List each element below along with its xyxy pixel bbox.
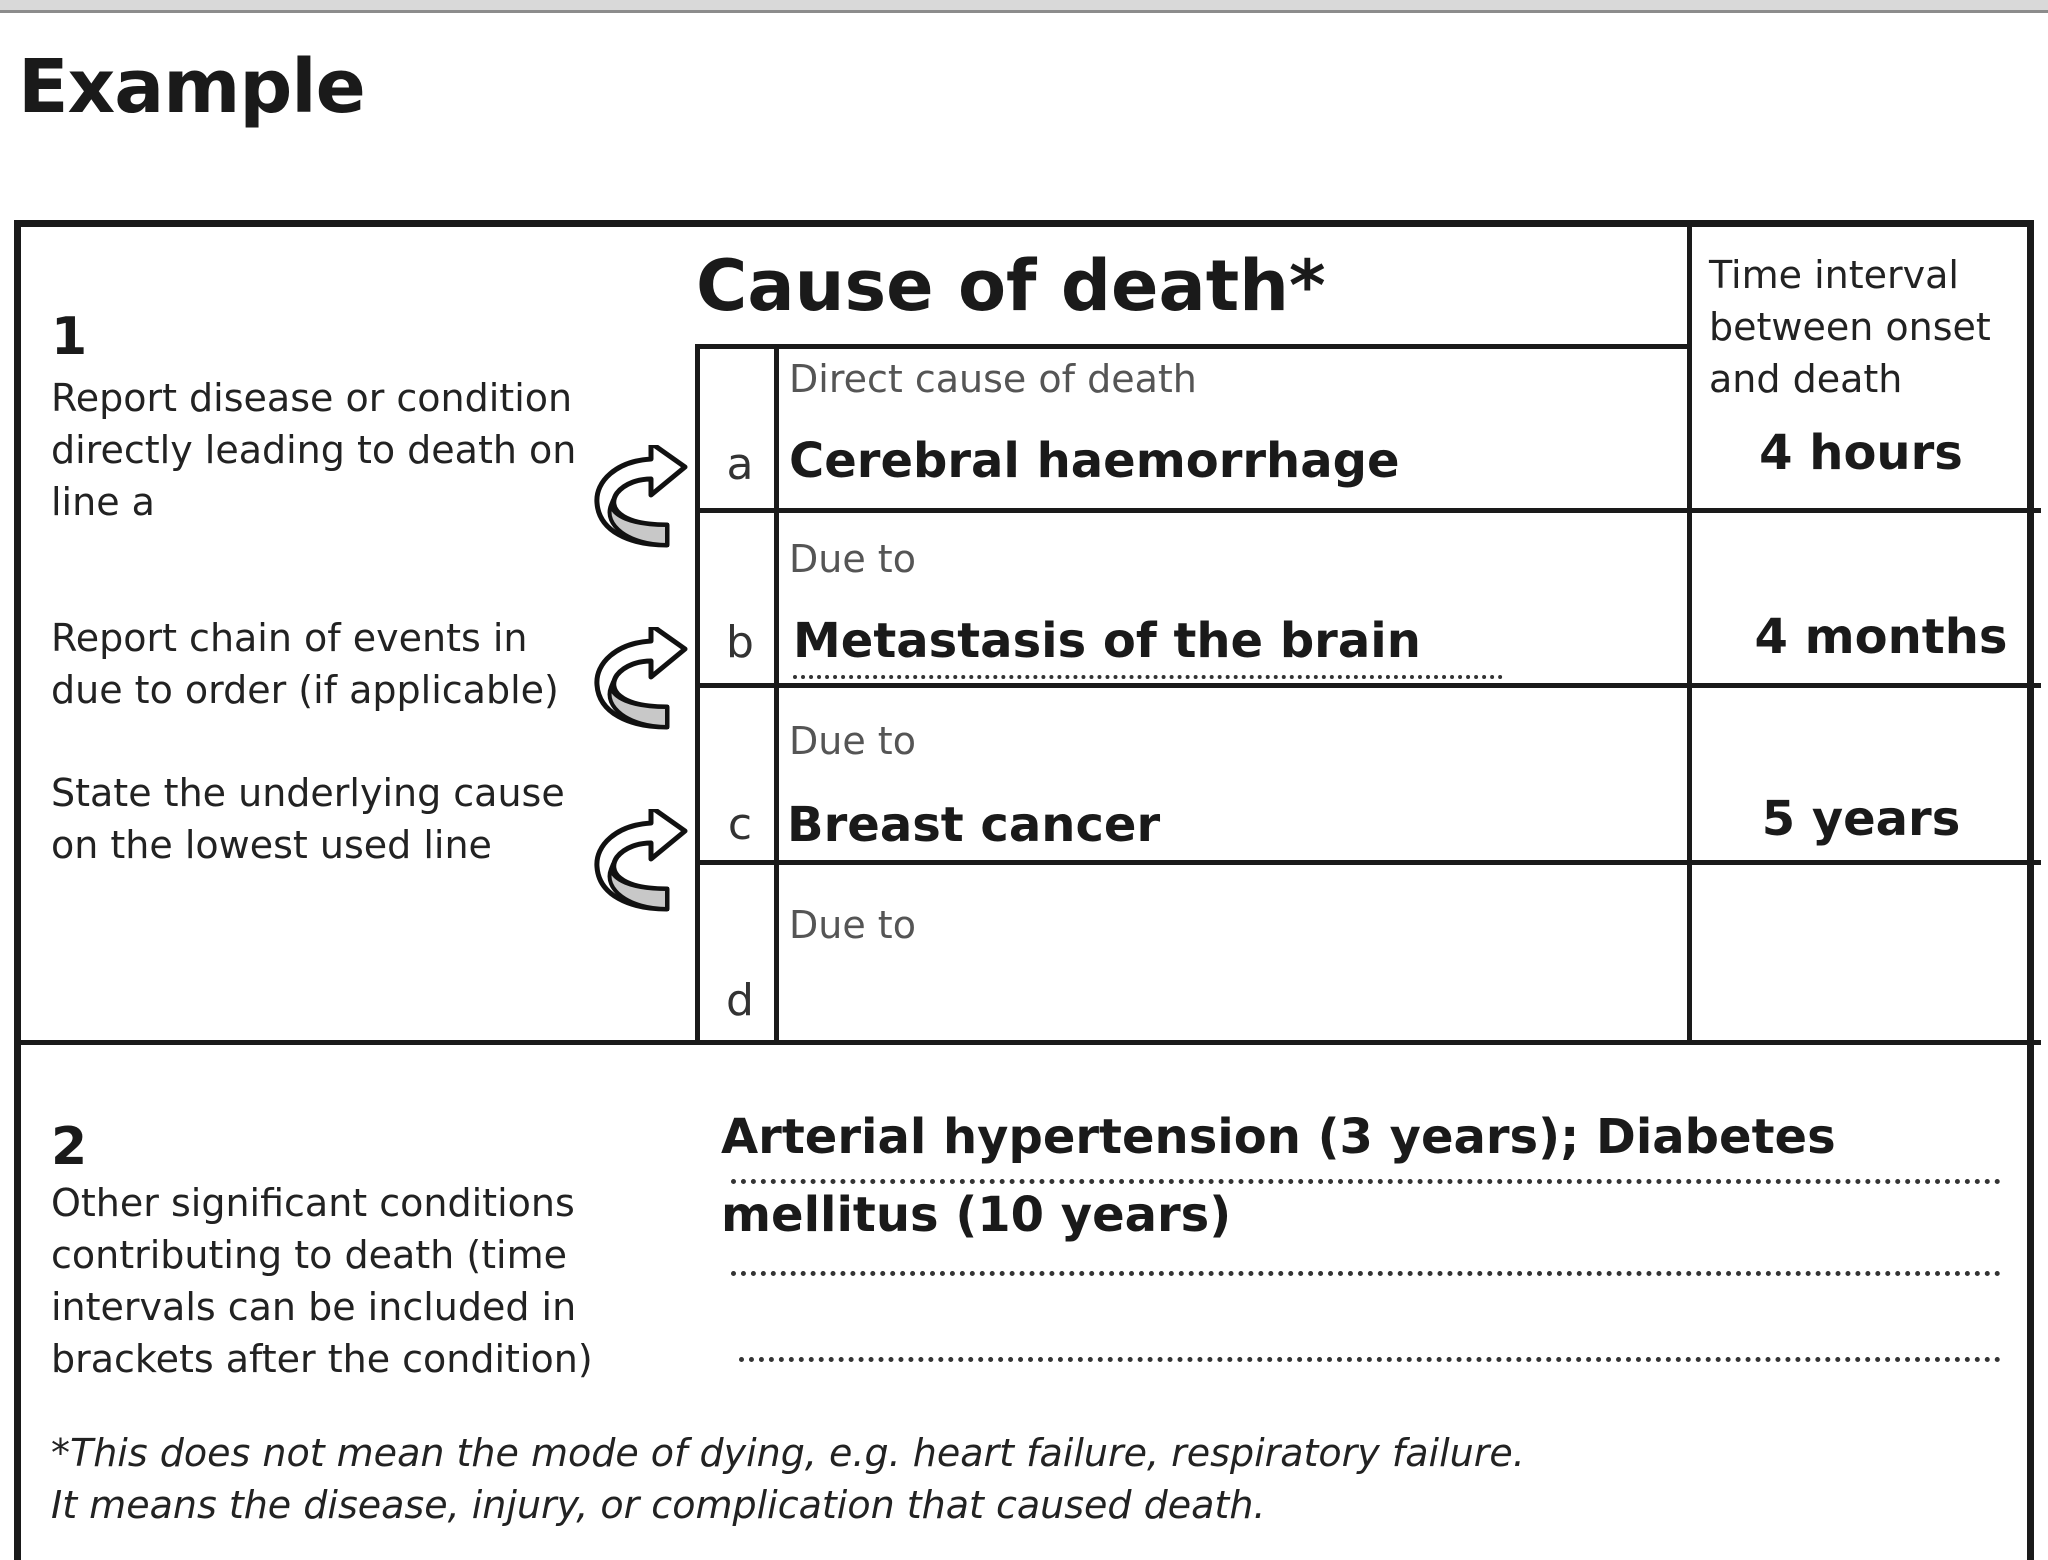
row-d-letter: d	[726, 975, 754, 1026]
other-conditions-line-2: mellitus (10 years)	[721, 1187, 1232, 1243]
row-b-cause: Metastasis of the brain	[793, 613, 1421, 669]
row-b-letter: b	[726, 617, 754, 668]
other-dotted-line-3	[739, 1357, 2001, 1362]
section-2-instruction: Other significant conditions contributing to death (time intervals can be included in brackets after the condition)	[51, 1181, 593, 1381]
footnote-line-2: It means the disease, injury, or complication that caused death.	[51, 1483, 1266, 1527]
row-c-letter: c	[727, 799, 753, 850]
cause-header-rule	[695, 344, 1687, 349]
row-a-label: Direct cause of death	[789, 357, 1197, 401]
top-rule	[0, 0, 2048, 13]
row-a-interval: 4 hours	[1759, 425, 1963, 481]
footnote	[51, 1427, 2001, 1531]
row-b-dotted-line	[793, 675, 1503, 679]
other-dotted-line-2	[731, 1271, 2001, 1276]
row-c-cause: Breast cancer	[787, 797, 1161, 853]
row-a-bottom	[695, 508, 2041, 513]
other-conditions-line-1: Arterial hypertension (3 years); Diabetes	[721, 1109, 1836, 1165]
time-column-divider	[1687, 227, 1692, 1045]
row-b-bottom	[695, 683, 2041, 688]
row-d-label: Due to	[789, 903, 916, 947]
row-a-cause: Cerebral haemorrhage	[789, 433, 1400, 489]
time-interval-header: Time interval between onset and death	[1709, 253, 1991, 401]
curved-arrow-icon	[589, 445, 689, 555]
instruction-chain: Report chain of events in due to order (if applicable)	[51, 616, 559, 712]
page-title: Example	[18, 44, 365, 130]
curved-arrow-icon	[589, 627, 689, 737]
other-dotted-line-1	[731, 1179, 2001, 1184]
instruction-underlying: State the underlying cause on the lowest used line	[51, 771, 565, 867]
section-1-number: 1	[51, 307, 88, 367]
row-c-bottom	[695, 860, 2041, 865]
row-c-label: Due to	[789, 719, 916, 763]
row-b-label: Due to	[789, 537, 916, 581]
section-divider	[21, 1040, 2041, 1045]
footnote-line-1: *This does not mean the mode of dying, e.g. heart failure, respiratory failure.	[51, 1431, 1525, 1475]
row-a-letter: a	[726, 439, 754, 490]
section-2-number: 2	[51, 1117, 88, 1177]
cause-of-death-title: Cause of death*	[696, 245, 1326, 327]
instruction-line-a: Report disease or condition directly leading to death on line a	[51, 376, 577, 524]
curved-arrow-icon	[589, 809, 689, 919]
cause-of-death-form	[14, 220, 2034, 1560]
row-b-interval: 4 months	[1754, 609, 2008, 665]
row-c-interval: 5 years	[1761, 791, 1961, 847]
